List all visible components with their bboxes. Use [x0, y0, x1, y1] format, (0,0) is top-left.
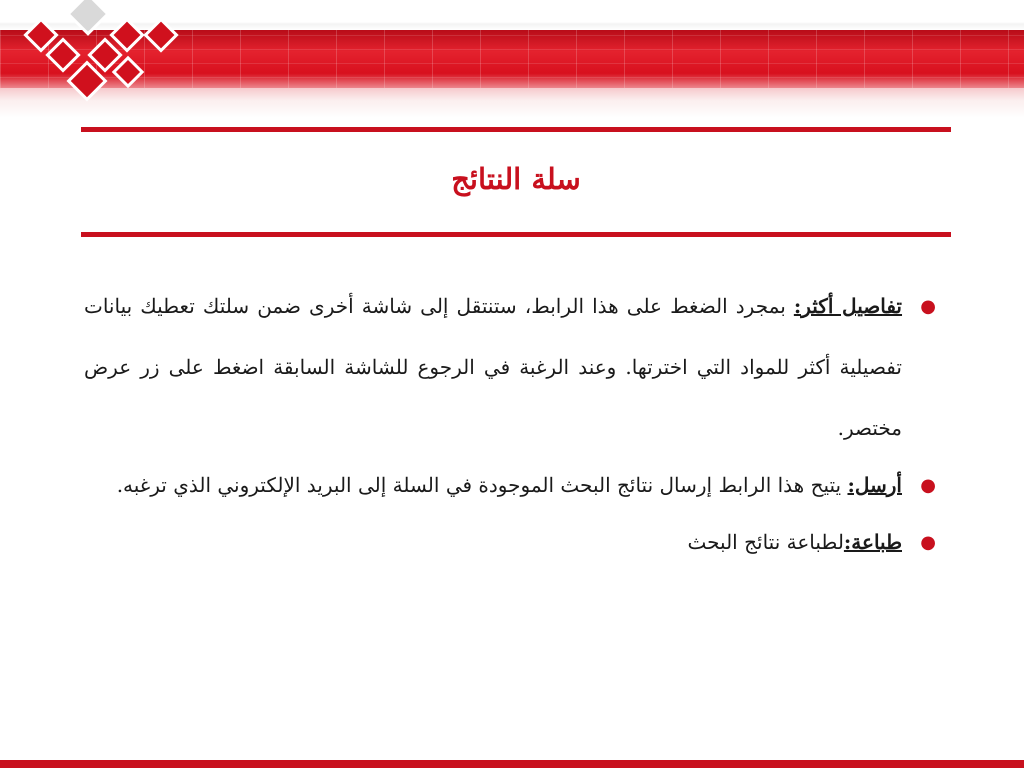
slide-title: سلة النتائج [451, 162, 581, 196]
item-term: أرسل: [847, 473, 902, 497]
header-banner [0, 0, 1024, 118]
title-rule-bottom [81, 232, 951, 237]
bullet-list [84, 276, 936, 573]
item-text: يتيح هذا الرابط إرسال نتائج البحث الموجودة في السلة إلى البريد الإلكتروني الذي ترغبه. [116, 473, 848, 497]
item-text: لطباعة نتائج البحث [687, 530, 844, 554]
title-rule-top [81, 127, 951, 132]
bullet-icon: ● [920, 532, 936, 553]
item-text: بمجرد الضغط على هذا الرابط، ستنتقل إلى شاشة أخرى ضمن سلتك تعطيك بيانات تفصيلية أكثر للمواد التي اخترتها. وعند الرغبة في الرجوع للشاشة السابقة اضغط على زر عرض مختصر. [84, 294, 902, 440]
item-term: تفاصيل أكثر: [793, 294, 903, 318]
item-term: طباعة: [843, 530, 902, 554]
list-item [84, 455, 936, 516]
bullet-icon: ● [920, 296, 936, 317]
list-item [84, 512, 936, 573]
footer-line [0, 760, 1024, 768]
diamond-pattern-logo [0, 0, 200, 118]
list-item [84, 276, 936, 459]
bullet-icon: ● [920, 475, 936, 496]
